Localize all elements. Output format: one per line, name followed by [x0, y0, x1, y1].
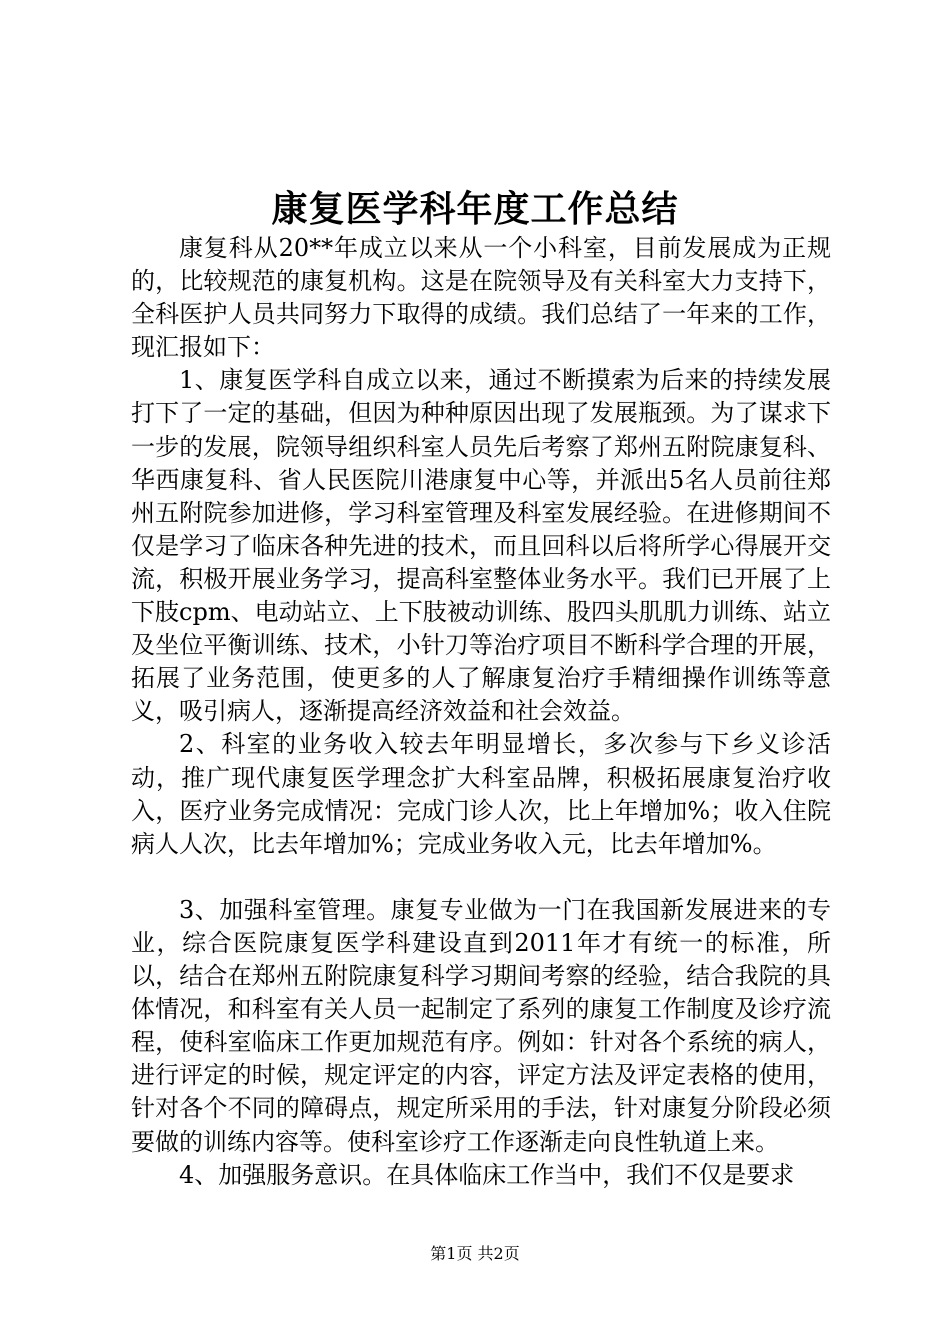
- paragraph-item-2: 2、科室的业务收入较去年明显增长，多次参与下乡义诊活动，推广现代康复医学理念扩大科室品牌，积极拓展康复治疗收入，医疗业务完成情况：完成门诊人次，比上年增加%；收入住院病人人次，比去年增加%；完成业务收入元，比去年增加%。: [131, 730, 831, 858]
- paragraph-item-3: 3、加强科室管理。康复专业做为一门在我国新发展进来的专业，综合医院康复医学科建设直到2011年才有统一的标准，所以，结合在郑州五附院康复科学习期间考察的经验，结合我院的具体情况，和科室有关人员一起制定了系列的康复工作制度及诊疗流程，使科室临床工作更加规范有序。例如：针对各个系统的病人，进行评定的时候，规定评定的内容，评定方法及评定表格的使用，针对各个不同的障碍点，规定所采用的手法，针对康复分阶段必须要做的训练内容等。使科室诊疗工作逐渐走向良性轨道上来。: [131, 895, 831, 1156]
- document-title: 康复医学科年度工作总结: [271, 188, 679, 230]
- paragraph-item-4: 4、加强服务意识。在具体临床工作当中，我们不仅是要求: [179, 1160, 795, 1189]
- page-number-footer: 第1页 共2页: [430, 1244, 520, 1263]
- blank-line: [131, 861, 831, 894]
- document-body: [131, 232, 831, 1192]
- paragraph-item-1: 1、康复医学科自成立以来，通过不断摸索为后来的持续发展打下了一定的基础，但因为种种原因出现了发展瓶颈。为了谋求下一步的发展，院领导组织科室人员先后考察了郑州五附院康复科、华西康复科、省人民医院川港康复中心等，并派出5名人员前往郑州五附院参加进修，学习科室管理及科室发展经验。在进修期间不仅是学习了临床各种先进的技术，而且回科以后将所学心得展开交流，积极开展业务学习，提高科室整体业务水平。我们已开展了上下肢cpm、电动站立、上下肢被动训练、股四头肌肌力训练、站立及坐位平衡训练、技术，小针刀等治疗项目不断科学合理的开展，拓展了业务范围，使更多的人了解康复治疗手精细操作训练等意义，吸引病人，逐渐提高经济效益和社会效益。: [131, 366, 831, 726]
- paragraph-intro: 康复科从20**年成立以来从一个小科室，目前发展成为正规的，比较规范的康复机构。这是在院领导及有关科室大力支持下，全科医护人员共同努力下取得的成绩。我们总结了一年来的工作，现汇报如下：: [131, 234, 831, 362]
